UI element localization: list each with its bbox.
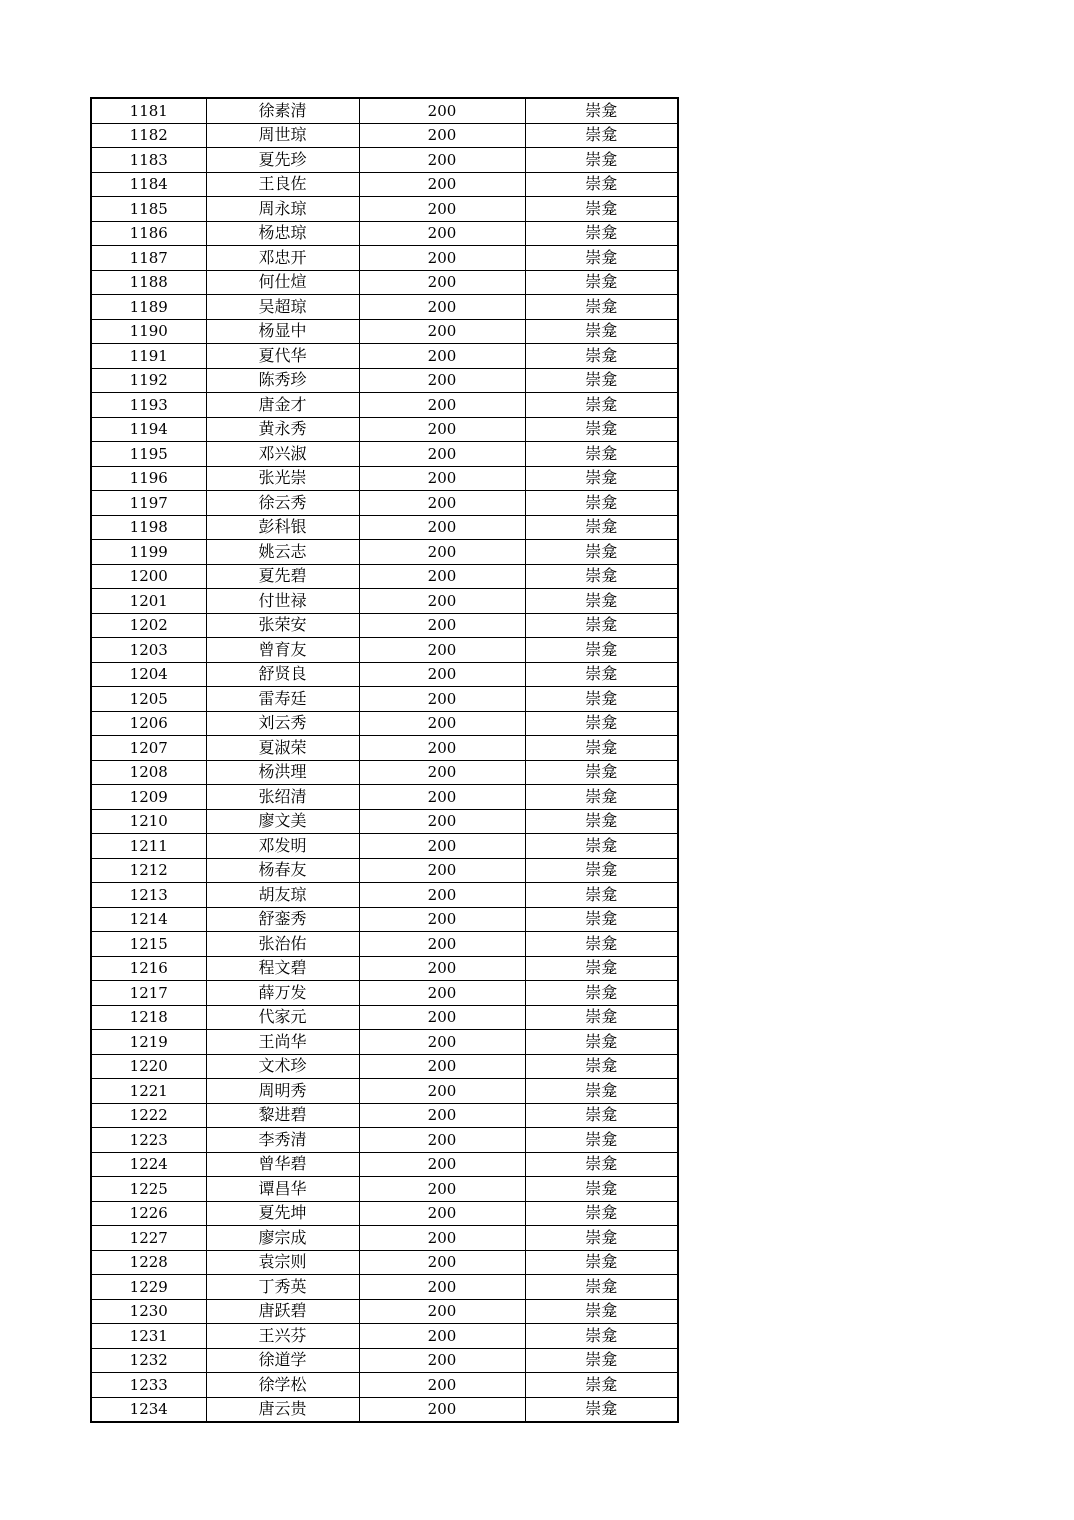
- location-cell: 崇龛: [525, 442, 678, 467]
- row-number-cell: 1223: [91, 1128, 206, 1153]
- name-cell: 邓发明: [206, 834, 359, 859]
- row-number-cell: 1216: [91, 956, 206, 981]
- name-cell: 杨洪理: [206, 760, 359, 785]
- name-cell: 徐素清: [206, 98, 359, 123]
- row-number-cell: 1190: [91, 319, 206, 344]
- amount-cell: 200: [359, 491, 525, 516]
- row-number-cell: 1234: [91, 1397, 206, 1422]
- location-cell: 崇龛: [525, 1275, 678, 1300]
- location-cell: 崇龛: [525, 564, 678, 589]
- row-number-cell: 1231: [91, 1324, 206, 1349]
- table-row: [91, 172, 678, 197]
- name-cell: 黄永秀: [206, 417, 359, 442]
- location-cell: 崇龛: [525, 368, 678, 393]
- location-cell: 崇龛: [525, 246, 678, 271]
- location-cell: 崇龛: [525, 1299, 678, 1324]
- table-row: [91, 1348, 678, 1373]
- location-cell: 崇龛: [525, 613, 678, 638]
- name-cell: 张治佑: [206, 932, 359, 957]
- name-cell: 黎进碧: [206, 1103, 359, 1128]
- amount-cell: 200: [359, 1079, 525, 1104]
- row-number-cell: 1205: [91, 687, 206, 712]
- table-row: [91, 613, 678, 638]
- table-row: [91, 148, 678, 173]
- location-cell: 崇龛: [525, 834, 678, 859]
- table-row: [91, 1005, 678, 1030]
- table-row: [91, 1103, 678, 1128]
- amount-cell: 200: [359, 785, 525, 810]
- table-row: [91, 393, 678, 418]
- name-cell: 陈秀珍: [206, 368, 359, 393]
- table-row: [91, 1397, 678, 1422]
- location-cell: 崇龛: [525, 932, 678, 957]
- table-row: [91, 1324, 678, 1349]
- table-row: [91, 344, 678, 369]
- table-row: [91, 1054, 678, 1079]
- table-row: [91, 246, 678, 271]
- name-cell: 夏淑荣: [206, 736, 359, 761]
- table-row: [91, 981, 678, 1006]
- amount-cell: 200: [359, 319, 525, 344]
- location-cell: 崇龛: [525, 785, 678, 810]
- table-row: [91, 711, 678, 736]
- location-cell: 崇龛: [525, 858, 678, 883]
- amount-cell: 200: [359, 613, 525, 638]
- location-cell: 崇龛: [525, 98, 678, 123]
- name-cell: 文术珍: [206, 1054, 359, 1079]
- location-cell: 崇龛: [525, 148, 678, 173]
- row-number-cell: 1191: [91, 344, 206, 369]
- row-number-cell: 1184: [91, 172, 206, 197]
- amount-cell: 200: [359, 1054, 525, 1079]
- location-cell: 崇龛: [525, 1103, 678, 1128]
- amount-cell: 200: [359, 883, 525, 908]
- amount-cell: 200: [359, 589, 525, 614]
- row-number-cell: 1193: [91, 393, 206, 418]
- table-row: [91, 417, 678, 442]
- name-cell: 薛万发: [206, 981, 359, 1006]
- location-cell: 崇龛: [525, 589, 678, 614]
- table-row: [91, 687, 678, 712]
- row-number-cell: 1194: [91, 417, 206, 442]
- amount-cell: 200: [359, 858, 525, 883]
- location-cell: 崇龛: [525, 515, 678, 540]
- row-number-cell: 1192: [91, 368, 206, 393]
- table-row: [91, 834, 678, 859]
- row-number-cell: 1213: [91, 883, 206, 908]
- name-cell: 周世琼: [206, 123, 359, 148]
- row-number-cell: 1186: [91, 221, 206, 246]
- location-cell: 崇龛: [525, 1005, 678, 1030]
- amount-cell: 200: [359, 760, 525, 785]
- name-cell: 曾育友: [206, 638, 359, 663]
- name-cell: 廖宗成: [206, 1226, 359, 1251]
- row-number-cell: 1204: [91, 662, 206, 687]
- name-cell: 何仕煊: [206, 270, 359, 295]
- table-body: [91, 98, 678, 1422]
- row-number-cell: 1218: [91, 1005, 206, 1030]
- amount-cell: 200: [359, 98, 525, 123]
- row-number-cell: 1227: [91, 1226, 206, 1251]
- table-row: [91, 1152, 678, 1177]
- table-row: [91, 270, 678, 295]
- amount-cell: 200: [359, 687, 525, 712]
- name-cell: 舒贤良: [206, 662, 359, 687]
- row-number-cell: 1202: [91, 613, 206, 638]
- table-row: [91, 1373, 678, 1398]
- amount-cell: 200: [359, 711, 525, 736]
- location-cell: 崇龛: [525, 736, 678, 761]
- row-number-cell: 1199: [91, 540, 206, 565]
- amount-cell: 200: [359, 809, 525, 834]
- location-cell: 崇龛: [525, 1348, 678, 1373]
- row-number-cell: 1217: [91, 981, 206, 1006]
- table-row: [91, 589, 678, 614]
- location-cell: 崇龛: [525, 491, 678, 516]
- location-cell: 崇龛: [525, 907, 678, 932]
- location-cell: 崇龛: [525, 1177, 678, 1202]
- table-row: [91, 809, 678, 834]
- name-cell: 王良佐: [206, 172, 359, 197]
- amount-cell: 200: [359, 417, 525, 442]
- location-cell: 崇龛: [525, 344, 678, 369]
- row-number-cell: 1181: [91, 98, 206, 123]
- location-cell: 崇龛: [525, 197, 678, 222]
- name-cell: 代家元: [206, 1005, 359, 1030]
- row-number-cell: 1197: [91, 491, 206, 516]
- name-cell: 唐云贵: [206, 1397, 359, 1422]
- name-cell: 吴超琼: [206, 295, 359, 320]
- table-row: [91, 515, 678, 540]
- amount-cell: 200: [359, 1397, 525, 1422]
- location-cell: 崇龛: [525, 1152, 678, 1177]
- row-number-cell: 1232: [91, 1348, 206, 1373]
- location-cell: 崇龛: [525, 466, 678, 491]
- table-row: [91, 883, 678, 908]
- name-cell: 张光崇: [206, 466, 359, 491]
- name-cell: 徐学松: [206, 1373, 359, 1398]
- amount-cell: 200: [359, 1226, 525, 1251]
- table-row: [91, 295, 678, 320]
- table-row: [91, 466, 678, 491]
- row-number-cell: 1211: [91, 834, 206, 859]
- location-cell: 崇龛: [525, 417, 678, 442]
- table-row: [91, 98, 678, 123]
- name-cell: 夏先碧: [206, 564, 359, 589]
- name-cell: 徐道学: [206, 1348, 359, 1373]
- row-number-cell: 1214: [91, 907, 206, 932]
- name-cell: 曾华碧: [206, 1152, 359, 1177]
- location-cell: 崇龛: [525, 711, 678, 736]
- location-cell: 崇龛: [525, 123, 678, 148]
- row-number-cell: 1221: [91, 1079, 206, 1104]
- amount-cell: 200: [359, 736, 525, 761]
- name-cell: 邓兴淑: [206, 442, 359, 467]
- row-number-cell: 1198: [91, 515, 206, 540]
- location-cell: 崇龛: [525, 1030, 678, 1055]
- row-number-cell: 1182: [91, 123, 206, 148]
- amount-cell: 200: [359, 1030, 525, 1055]
- location-cell: 崇龛: [525, 221, 678, 246]
- table-row: [91, 221, 678, 246]
- row-number-cell: 1233: [91, 1373, 206, 1398]
- name-cell: 姚云志: [206, 540, 359, 565]
- row-number-cell: 1183: [91, 148, 206, 173]
- table-row: [91, 1226, 678, 1251]
- table-row: [91, 956, 678, 981]
- row-number-cell: 1207: [91, 736, 206, 761]
- location-cell: 崇龛: [525, 1079, 678, 1104]
- location-cell: 崇龛: [525, 1324, 678, 1349]
- row-number-cell: 1210: [91, 809, 206, 834]
- location-cell: 崇龛: [525, 270, 678, 295]
- table-row: [91, 1177, 678, 1202]
- table-row: [91, 638, 678, 663]
- row-number-cell: 1228: [91, 1250, 206, 1275]
- amount-cell: 200: [359, 1348, 525, 1373]
- row-number-cell: 1220: [91, 1054, 206, 1079]
- amount-cell: 200: [359, 270, 525, 295]
- table-row: [91, 662, 678, 687]
- amount-cell: 200: [359, 221, 525, 246]
- amount-cell: 200: [359, 1324, 525, 1349]
- amount-cell: 200: [359, 1128, 525, 1153]
- amount-cell: 200: [359, 1201, 525, 1226]
- name-cell: 胡友琼: [206, 883, 359, 908]
- amount-cell: 200: [359, 1299, 525, 1324]
- amount-cell: 200: [359, 1005, 525, 1030]
- location-cell: 崇龛: [525, 981, 678, 1006]
- table-row: [91, 736, 678, 761]
- name-cell: 舒銮秀: [206, 907, 359, 932]
- amount-cell: 200: [359, 662, 525, 687]
- location-cell: 崇龛: [525, 393, 678, 418]
- row-number-cell: 1215: [91, 932, 206, 957]
- amount-cell: 200: [359, 1177, 525, 1202]
- row-number-cell: 1219: [91, 1030, 206, 1055]
- name-cell: 张绍清: [206, 785, 359, 810]
- row-number-cell: 1201: [91, 589, 206, 614]
- row-number-cell: 1208: [91, 760, 206, 785]
- name-cell: 谭昌华: [206, 1177, 359, 1202]
- name-cell: 彭科银: [206, 515, 359, 540]
- table-row: [91, 442, 678, 467]
- table-row: [91, 1299, 678, 1324]
- location-cell: 崇龛: [525, 956, 678, 981]
- name-cell: 夏先珍: [206, 148, 359, 173]
- location-cell: 崇龛: [525, 295, 678, 320]
- table-row: [91, 1128, 678, 1153]
- location-cell: 崇龛: [525, 319, 678, 344]
- table-row: [91, 858, 678, 883]
- row-number-cell: 1209: [91, 785, 206, 810]
- table-row: [91, 319, 678, 344]
- location-cell: 崇龛: [525, 1128, 678, 1153]
- amount-cell: 200: [359, 344, 525, 369]
- data-table: [90, 97, 679, 1423]
- amount-cell: 200: [359, 540, 525, 565]
- table-row: [91, 785, 678, 810]
- table-row: [91, 1250, 678, 1275]
- name-cell: 唐金才: [206, 393, 359, 418]
- amount-cell: 200: [359, 564, 525, 589]
- row-number-cell: 1196: [91, 466, 206, 491]
- amount-cell: 200: [359, 466, 525, 491]
- amount-cell: 200: [359, 981, 525, 1006]
- amount-cell: 200: [359, 638, 525, 663]
- location-cell: 崇龛: [525, 1201, 678, 1226]
- amount-cell: 200: [359, 1103, 525, 1128]
- table-row: [91, 491, 678, 516]
- name-cell: 丁秀英: [206, 1275, 359, 1300]
- name-cell: 刘云秀: [206, 711, 359, 736]
- amount-cell: 200: [359, 393, 525, 418]
- table-row: [91, 1201, 678, 1226]
- table-row: [91, 564, 678, 589]
- amount-cell: 200: [359, 442, 525, 467]
- location-cell: 崇龛: [525, 687, 678, 712]
- location-cell: 崇龛: [525, 1373, 678, 1398]
- table-row: [91, 197, 678, 222]
- table-row: [91, 1079, 678, 1104]
- name-cell: 杨忠琼: [206, 221, 359, 246]
- amount-cell: 200: [359, 1275, 525, 1300]
- amount-cell: 200: [359, 368, 525, 393]
- row-number-cell: 1222: [91, 1103, 206, 1128]
- location-cell: 崇龛: [525, 1397, 678, 1422]
- location-cell: 崇龛: [525, 883, 678, 908]
- row-number-cell: 1200: [91, 564, 206, 589]
- name-cell: 杨显中: [206, 319, 359, 344]
- table-row: [91, 368, 678, 393]
- row-number-cell: 1206: [91, 711, 206, 736]
- amount-cell: 200: [359, 1373, 525, 1398]
- row-number-cell: 1229: [91, 1275, 206, 1300]
- amount-cell: 200: [359, 515, 525, 540]
- row-number-cell: 1195: [91, 442, 206, 467]
- name-cell: 杨春友: [206, 858, 359, 883]
- amount-cell: 200: [359, 1250, 525, 1275]
- table-row: [91, 932, 678, 957]
- name-cell: 邓忠开: [206, 246, 359, 271]
- amount-cell: 200: [359, 907, 525, 932]
- table-row: [91, 907, 678, 932]
- table-row: [91, 760, 678, 785]
- location-cell: 崇龛: [525, 1250, 678, 1275]
- row-number-cell: 1230: [91, 1299, 206, 1324]
- name-cell: 王尚华: [206, 1030, 359, 1055]
- name-cell: 徐云秀: [206, 491, 359, 516]
- name-cell: 唐跃碧: [206, 1299, 359, 1324]
- table-row: [91, 1030, 678, 1055]
- amount-cell: 200: [359, 834, 525, 859]
- name-cell: 周明秀: [206, 1079, 359, 1104]
- name-cell: 王兴芬: [206, 1324, 359, 1349]
- name-cell: 廖文美: [206, 809, 359, 834]
- location-cell: 崇龛: [525, 638, 678, 663]
- name-cell: 夏代华: [206, 344, 359, 369]
- table-row: [91, 1275, 678, 1300]
- amount-cell: 200: [359, 956, 525, 981]
- amount-cell: 200: [359, 1152, 525, 1177]
- row-number-cell: 1187: [91, 246, 206, 271]
- location-cell: 崇龛: [525, 809, 678, 834]
- location-cell: 崇龛: [525, 172, 678, 197]
- name-cell: 张荣安: [206, 613, 359, 638]
- amount-cell: 200: [359, 172, 525, 197]
- row-number-cell: 1203: [91, 638, 206, 663]
- row-number-cell: 1225: [91, 1177, 206, 1202]
- table-row: [91, 123, 678, 148]
- name-cell: 付世禄: [206, 589, 359, 614]
- row-number-cell: 1189: [91, 295, 206, 320]
- amount-cell: 200: [359, 246, 525, 271]
- amount-cell: 200: [359, 932, 525, 957]
- row-number-cell: 1185: [91, 197, 206, 222]
- name-cell: 李秀清: [206, 1128, 359, 1153]
- name-cell: 周永琼: [206, 197, 359, 222]
- amount-cell: 200: [359, 295, 525, 320]
- row-number-cell: 1226: [91, 1201, 206, 1226]
- name-cell: 雷寿廷: [206, 687, 359, 712]
- location-cell: 崇龛: [525, 540, 678, 565]
- location-cell: 崇龛: [525, 1226, 678, 1251]
- row-number-cell: 1188: [91, 270, 206, 295]
- table-row: [91, 540, 678, 565]
- amount-cell: 200: [359, 123, 525, 148]
- location-cell: 崇龛: [525, 760, 678, 785]
- name-cell: 程文碧: [206, 956, 359, 981]
- location-cell: 崇龛: [525, 662, 678, 687]
- amount-cell: 200: [359, 197, 525, 222]
- name-cell: 夏先坤: [206, 1201, 359, 1226]
- location-cell: 崇龛: [525, 1054, 678, 1079]
- row-number-cell: 1224: [91, 1152, 206, 1177]
- row-number-cell: 1212: [91, 858, 206, 883]
- name-cell: 袁宗则: [206, 1250, 359, 1275]
- amount-cell: 200: [359, 148, 525, 173]
